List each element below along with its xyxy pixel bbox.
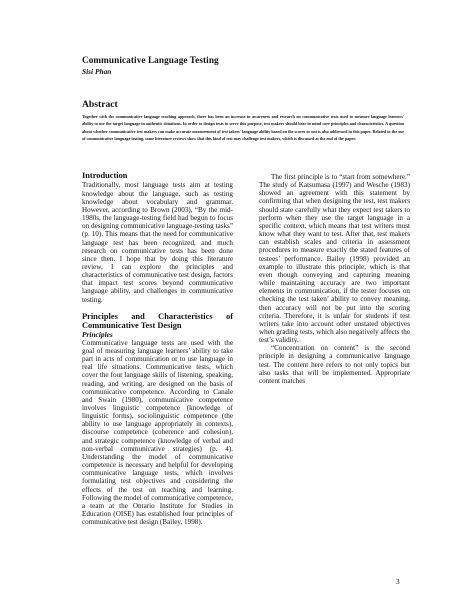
abstract-heading: Abstract — [82, 99, 118, 110]
introduction-paragraph: Traditionally, most language tests aim at testing knowledge about the language, such as testing knowledge about vocabulary and grammar. However, according to Brown (2003), “By the mid-1980s, the language-testing field had begun to focus on designing communicative language-testing tasks” (p. 10). This means that the need for communicative language test has been recognized, and much research on communicative tests has been done since then. I hope that by doing this literature review, I can explore the principles and characteristics of communicative test design, factors that impact test scores beyond communicative language ability, and challenges in communicative testing. — [82, 181, 233, 304]
introduction-heading: Introduction — [82, 171, 128, 180]
principles-paragraph-3: “Concentration on content” is the second principle in designing a communicative language test. The content here refers to not only topics but also tasks that will be implemented. Appropriate content matches — [259, 344, 410, 385]
principles-heading: Principles and Characteristics of Communicative Test Design — [82, 311, 233, 331]
paper-author: Sisi Phan — [82, 67, 112, 76]
abstract-text: Together with the communicative language teaching approach, there has been an increase in awareness and research on communicative tests used to measure language learners' ability to use the target language in authentic situations. In order to design tests to serve this purpose, test makers should bear in mind core principles and characteristics. A question about whether communicative test makers can make accurate measurement of test takers' language ability based on the scores or not is also addressed in this paper. Related to the use of communicative language testing, some literature reviews show that this kind of test may challenge test makers, which is discussed at the end of the paper. — [82, 114, 404, 142]
principles-subheading: Principles — [82, 329, 113, 339]
left-column — [82, 171, 233, 526]
paper-title: Communicative Language Testing — [82, 55, 219, 65]
principles-paragraph-2: The first principle is to “start from somewhere.” The study of Katsumasa (1997) and Wesche (1983) showed an agreement with this statement by confirming that when designing the test, test makers should state carefully what they expect test takers to perform when they use the target language in a specific context, which means that test writers must know what they want to test. After that, test makers can establish scales and criteria in assessment procedures to measure exactly the stated features of testees’ performance. Bailey (1998) provided an example to illustrate this principle, which is that even though conveying and capturing meaning while maintaining accuracy are two important elements in communication, if the tester focuses on checking the test taken’ ability to convey meaning, then accuracy will not be put into the scoring criteria. Therefore, it is unfair for students if test writers take into account other unstated objectives when grading tests, which also negatively affects the test’s validity. — [259, 173, 410, 345]
principles-paragraph-1: Communicative language tests are used with the goal of measuring language learners’ ability to take part in acts of communication or to use language in real life situations. Communicative tests, which cover the four language skills of listening, speaking, reading, and writing, are designed on the basis of communicative competence. According to Canale and Swain (1980), communicative competence involves linguistic competence (knowledge of linguistic forms), sociolinguistic competence (the ability to use language appropriately in contexts), discourse competence (coherence and cohesion), and strategic competence (knowledge of verbal and non-verbal communicative strategies) (p. 4). Understanding the model of communicative competence is necessary and helpful for developing communicative language tests, which involves formulating test objectives and considering the effects of the test on teaching and learning. Following the model of communicative competence, a team at the Ontario Institute for Studies in Education (OISE) has established four principles of communicative test design (Bailey, 1998). — [82, 338, 233, 527]
right-column — [259, 173, 410, 385]
page-number: 3 — [396, 577, 400, 586]
